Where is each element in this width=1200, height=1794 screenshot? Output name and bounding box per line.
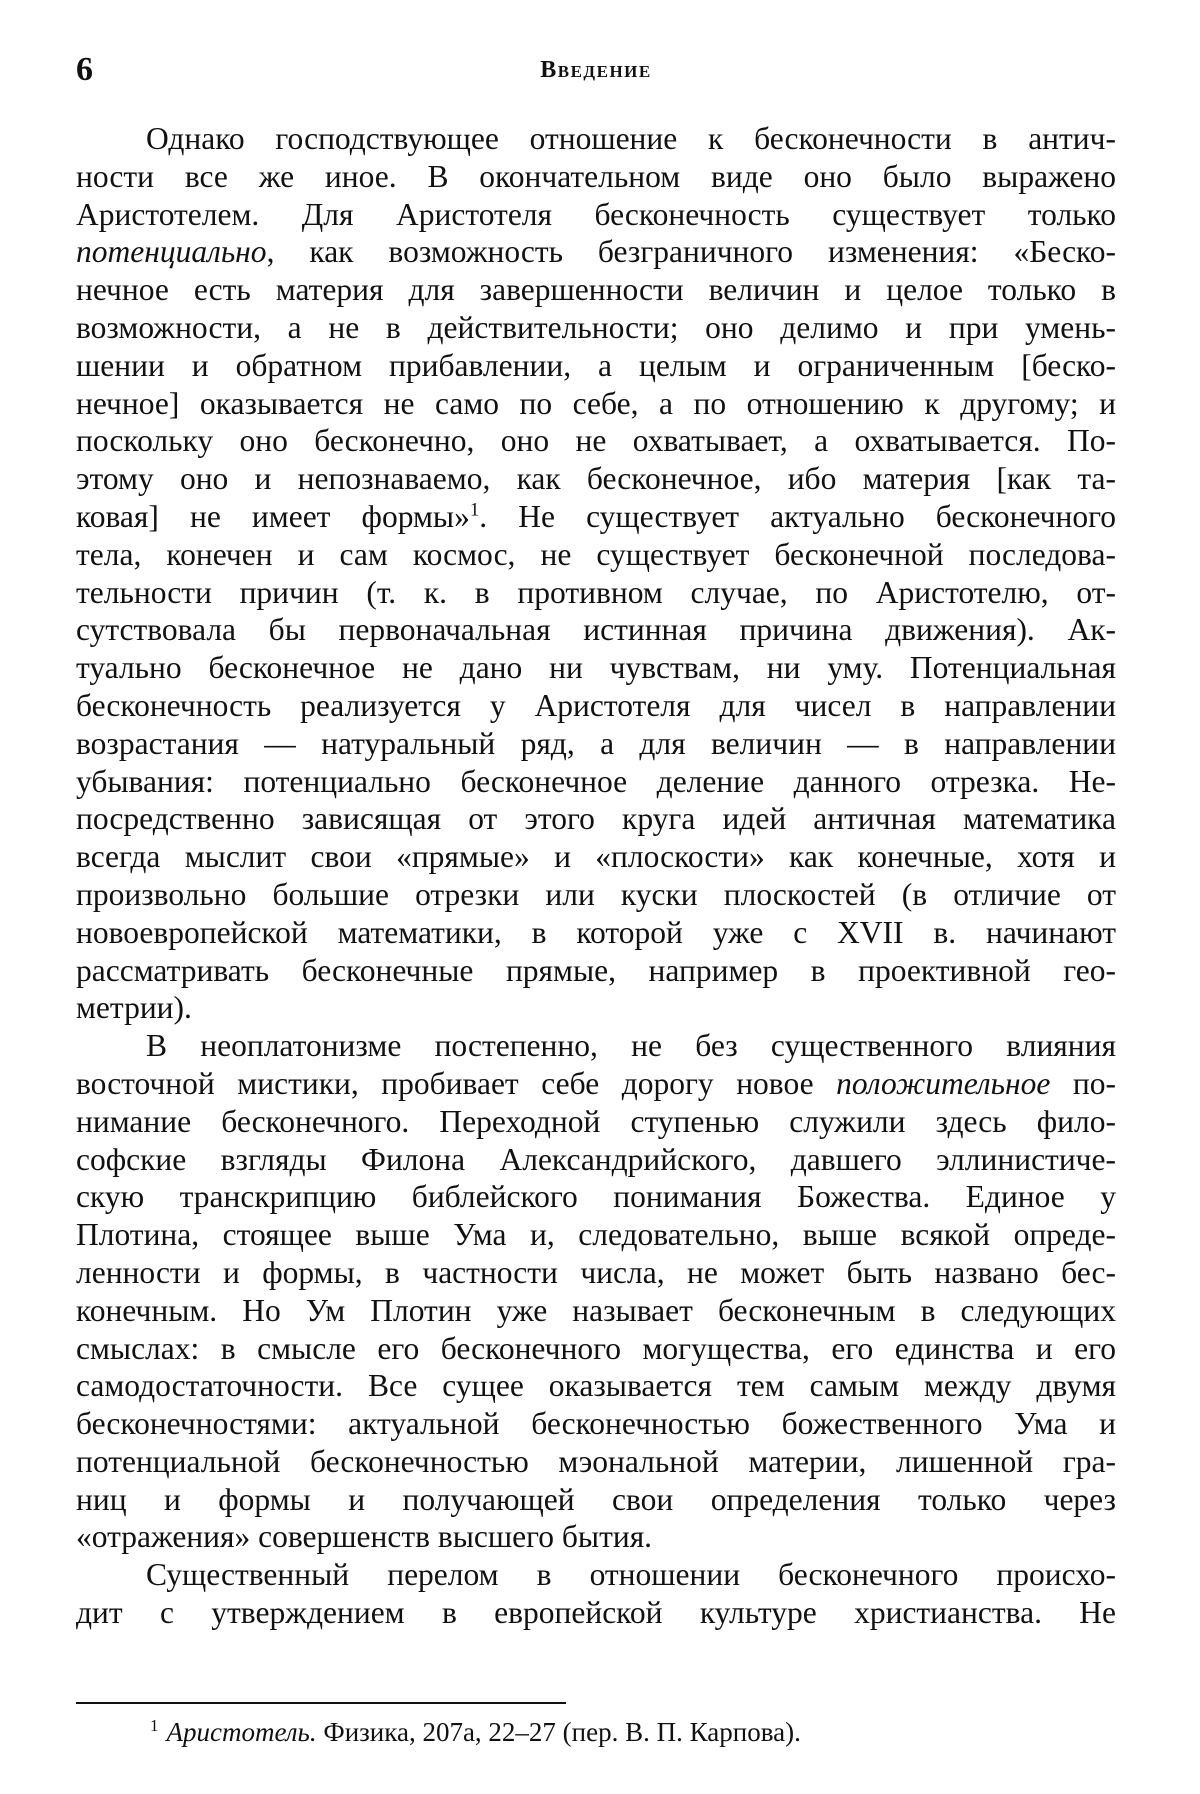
text-line: смыслах: в смысле его бесконечного могущества, его единства и его bbox=[76, 1330, 1116, 1366]
text-line: возможности, а не в действительности; оно делимо и при умень- bbox=[76, 309, 1116, 345]
text-line: ковая] не имеет формы»$^1$. Не существует актуально бесконечного bbox=[76, 498, 1117, 534]
text-line: тела, конечен и сам космос, не существует бесконечной последова- bbox=[76, 536, 1116, 572]
text-line: ности все же иное. В окончательном виде оно было выражено bbox=[76, 158, 1116, 194]
footnote-divider bbox=[76, 1702, 566, 1704]
paragraph-3 bbox=[76, 1556, 1116, 1632]
body-text bbox=[76, 120, 1116, 1632]
paragraph-2 bbox=[76, 1027, 1116, 1556]
text-line: всегда мыслит свои «прямые» и «плоскости» как конечные, хотя и bbox=[76, 839, 1116, 875]
text-line: нимание бесконечного. Переходной ступенью служили здесь фило- bbox=[76, 1103, 1116, 1139]
footnote-author: Аристотель. bbox=[166, 1717, 317, 1747]
text-line: дит с утверждением в европейской культуре христианства. Не bbox=[76, 1595, 1116, 1631]
page-number: 6 bbox=[76, 51, 93, 88]
text-line: произвольно большие отрезки или куски плоскостей (в отличие от bbox=[76, 876, 1116, 912]
text-line: конечным. Но Ум Плотин уже называет бесконечным в следующих bbox=[76, 1292, 1116, 1328]
text-line: самодостаточности. Все сущее оказывается тем самым между двумя bbox=[76, 1368, 1116, 1404]
text-line: скую транскрипцию библейского понимания Божества. Единое у bbox=[76, 1179, 1116, 1215]
footnote-reference[interactable]: 1 bbox=[469, 499, 480, 521]
text-line: новоевропейской математики, в которой уже с XVII в. начинают bbox=[76, 914, 1116, 950]
text-line: восточной мистики, пробивает себе дорогу новое положительное по- bbox=[76, 1065, 1116, 1101]
text-line: убывания: потенциально бесконечное деление данного отрезка. Не- bbox=[76, 763, 1116, 799]
text-line: этому оно и непознаваемо, как бесконечное, ибо материя [как та- bbox=[76, 461, 1116, 497]
text-line: рассматривать бесконечные прямые, например в проективной гео- bbox=[76, 952, 1116, 988]
text-line: туально бесконечное не дано ни чувствам, ни уму. Потенциальная bbox=[76, 650, 1116, 686]
text-line: нечное есть материя для завершенности величин и целое только в bbox=[76, 272, 1116, 308]
text-line: шении и обратном прибавлении, а целым и ограниченным [беско- bbox=[76, 347, 1116, 383]
running-title bbox=[76, 52, 1116, 88]
text-line: тельности причин (т. к. в противном случае, по Аристотелю, от- bbox=[76, 574, 1116, 610]
footnote bbox=[150, 1712, 1070, 1752]
footnote-text: Физика, 207а, 22–27 (пер. В. П. Карпова). bbox=[316, 1717, 801, 1747]
text-line: Однако господствующее отношение к бесконечности в антич- bbox=[146, 121, 1116, 156]
text-line: Плотина, стоящее выше Ума и, следовательно, выше всякой опреде- bbox=[76, 1217, 1116, 1253]
text-line: «отражения» совершенств высшего бытия. bbox=[76, 1519, 653, 1555]
text-line: поскольку оно бесконечно, оно не охватывает, а охватывается. По- bbox=[76, 423, 1116, 459]
text-line: ленности и формы, в частности числа, не может быть названо бес- bbox=[76, 1254, 1116, 1290]
text-line: нечное] оказывается не само по себе, а по отношению к другому; и bbox=[76, 385, 1116, 421]
text-line: потенциально, как возможность безграничного изменения: «Беско- bbox=[76, 234, 1116, 270]
text-line: В неоплатонизме постепенно, не без существенного влияния bbox=[146, 1028, 1116, 1064]
text-line: Существенный перелом в отношении бесконечного происхо- bbox=[146, 1557, 1116, 1593]
paragraph-1 bbox=[76, 120, 1116, 1027]
running-title-text: Введение bbox=[540, 57, 652, 83]
text-line: потенциальной бесконечностью мэональной материи, лишенной гра- bbox=[76, 1443, 1116, 1479]
emphasis-positive: положительное bbox=[836, 1065, 1051, 1101]
footnote-marker: 1 bbox=[150, 1716, 159, 1735]
text-line: сутствовала бы первоначальная истинная причина движения). Ак- bbox=[76, 612, 1116, 648]
page-header bbox=[76, 50, 1116, 90]
text-line: Аристотелем. Для Аристотеля бесконечность существует только bbox=[76, 196, 1116, 232]
text-line: посредственно зависящая от этого круга идей античная математика bbox=[76, 801, 1116, 837]
text-line: софские взгляды Филона Александрийского, давшего эллинистиче- bbox=[76, 1141, 1116, 1177]
text-line: возрастания — натуральный ряд, а для величин — в направлении bbox=[76, 725, 1116, 761]
text-line: бесконечностями: актуальной бесконечностью божественного Ума и bbox=[76, 1406, 1116, 1442]
emphasis-potentially: потенциально bbox=[76, 234, 267, 270]
text-line: ниц и формы и получающей свои определения только через bbox=[76, 1481, 1116, 1517]
text-line: метрии). bbox=[76, 990, 192, 1026]
text-line: бесконечность реализуется у Аристотеля для чисел в направлении bbox=[76, 687, 1116, 723]
